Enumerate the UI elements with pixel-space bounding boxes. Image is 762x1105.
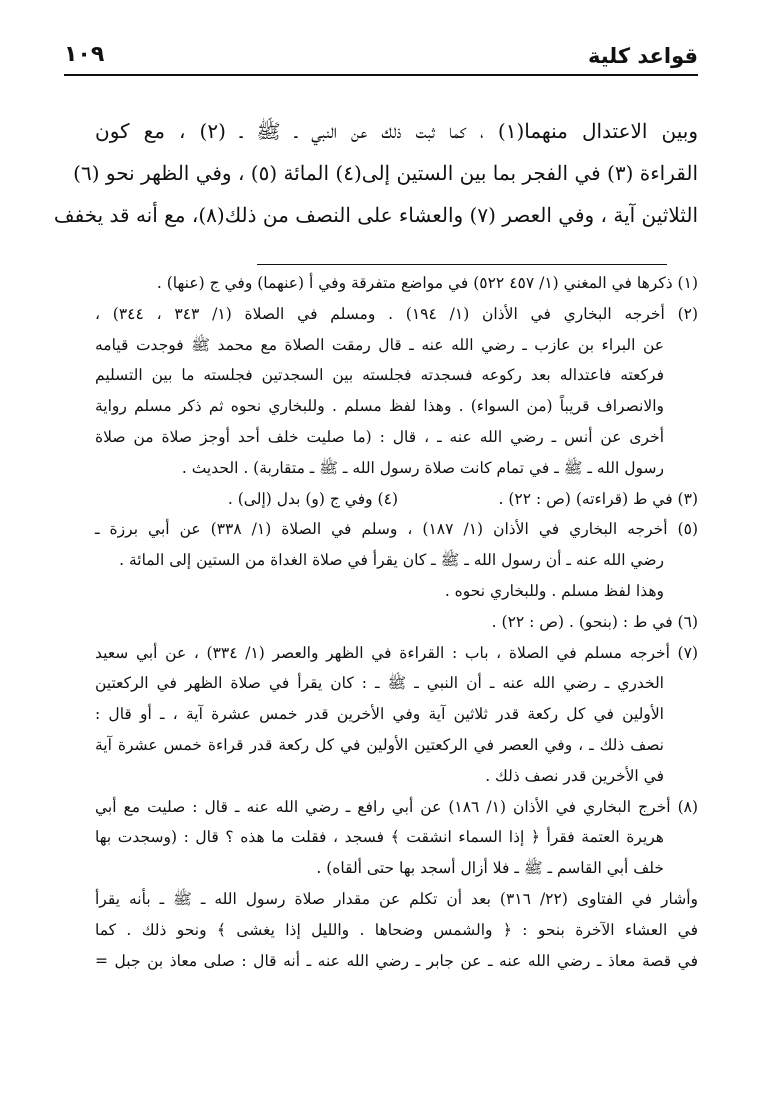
footnote-line: رسول الله ـ ﷺ ـ في تمام كانت صلاة رسول الله ـ ﷺ ـ متقاربة) . الحديث . [181,458,664,477]
footnote-line: في العشاء الآخرة بنحو : ﴿ والشمس وضحاها . والليل إذا يغشى ﴾ ونحو ذلك . كما [95,920,698,939]
main-text [53,110,698,236]
footnote-4: (٤) وفي ج (و) بدل (إلى) . [227,489,398,508]
main-text-line: الثلاثين آية ، وفي العصر (٧) والعشاء على النصف من ذلك(٨)، مع أنه قد يخفف [53,203,698,227]
footnote-line: في قصة معاذ ـ رضي الله عنه ـ عن جابر ـ رضي الله عنه ـ أنه قال : صلى معاذ بن جبل = [95,951,698,970]
page-header [64,34,698,76]
footnote-line: (١) ذكرها في المغني (١/ ٤٥٧ ٥٢٢) في مواضع متفرقة وفي أ (عنهما) وفي ج (عنها) . [156,274,698,292]
footnote-separator [257,264,667,265]
main-text-line: القراءة (٣) في الفجر بما بين الستين إلى(٤) المائة (٥) ، وفي الظهر نحو (٦) [73,161,698,185]
footnote-line: هريرة العتمة فقرأ ﴿ إذا السماء انشقت ﴾ فسجد ، فقلت ما هذه ؟ قال : (وسجدت بها [95,828,664,847]
footnote-line: (٨) أخرج البخاري في الأذان (١/ ١٨٦) عن أبي رافع ـ رضي الله عنه ـ قال : صليت مع أبي [95,797,699,816]
footnote-line: عن البراء بن عازب ـ رضي الله عنه ـ قال رمقت الصلاة مع محمد ﷺ فوجدت قيامه [95,335,664,354]
footnote-line: الخدري ـ رضي الله عنه ـ أن النبي ـ ﷺ ـ : كان يقرأ في صلاة الظهر في الركعتين [95,674,664,693]
footnote-line: رضي الله عنه ـ أن رسول الله ـ ﷺ ـ كان يقرأ في صلاة الغداة من الستين إلى المائة . [119,551,664,570]
footnote-line: (٦) في ط : (بنحو) . (ص : ٢٢) . [491,612,698,631]
footnote-line: خلف أبي القاسم ـ ﷺ ـ فلا أزال أسجد بها حتى ألقاه) . [316,859,664,878]
footnote-line: في الأخرين قدر نصف ذلك . [485,766,664,785]
footnote-line: (٧) أخرجه مسلم في الصلاة ، باب : القراءة في الظهر والعصر (١/ ٣٣٤) ، عن أبي سعيد [95,643,698,662]
running-title: قواعد كلية [588,44,698,68]
header-rule [64,74,698,76]
footnote-line: وأشار في الفتاوى (٢٢/ ٣١٦) بعد أن تكلم عن مقدار صلاة رسول الله ـ ﷺ ـ بأنه يقرأ [95,889,698,908]
footnote-line-pair [95,484,698,515]
footnote-line: نصف ذلك ـ ، وفي العصر في الركعتين الأولين في كل ركعة قدر قراءة خمس عشرة آية [95,735,664,754]
footnote-line: فركعته فاعتداله بعد ركوعه فسجدته فجلسته بين السجدتين فجلسته ما بين التسليم [95,366,664,385]
page-number: ١٠٩ [64,42,105,67]
footnote-line: (٥) أخرجه البخاري في الأذان (١/ ١٨٧) ، وسلم في الصلاة (١/ ٣٣٨) عن أبي برزة ـ [95,520,698,539]
footnote-3: (٣) في ط (قراءته) (ص : ٢٢) . [498,489,698,508]
footnote-line: أخرى عن أنس ـ رضي الله عنه ـ ، قال : (ما صليت خلف أحد أوجز صلاة من صلاة [95,427,664,446]
footnotes [95,268,698,976]
footnote-line: والانصراف قريباً (من السواء) . وهذا لفظ مسلم . وللبخاري نحوه ثم ذكر مسلم رواية [95,397,664,416]
footnote-line: وهذا لفظ مسلم . وللبخاري نحوه . [444,581,664,600]
main-text-line: وبين الاعتدال منهما(١) ، كما ثبت ذلك عن النبي ـ ﷺ ـ (٢) ، مع كون [95,119,698,143]
footnote-line: الأولين في كل ركعة قدر ثلاثين آية وفي الأخرين قدر خمس عشرة آية ، ـ أو قال : [95,705,664,724]
footnote-line: (٢) أخرجه البخاري في الأذان (١/ ١٩٤) . ومسلم في الصلاة (١/ ٣٤٣ ، ٣٤٤) ، [95,304,699,323]
